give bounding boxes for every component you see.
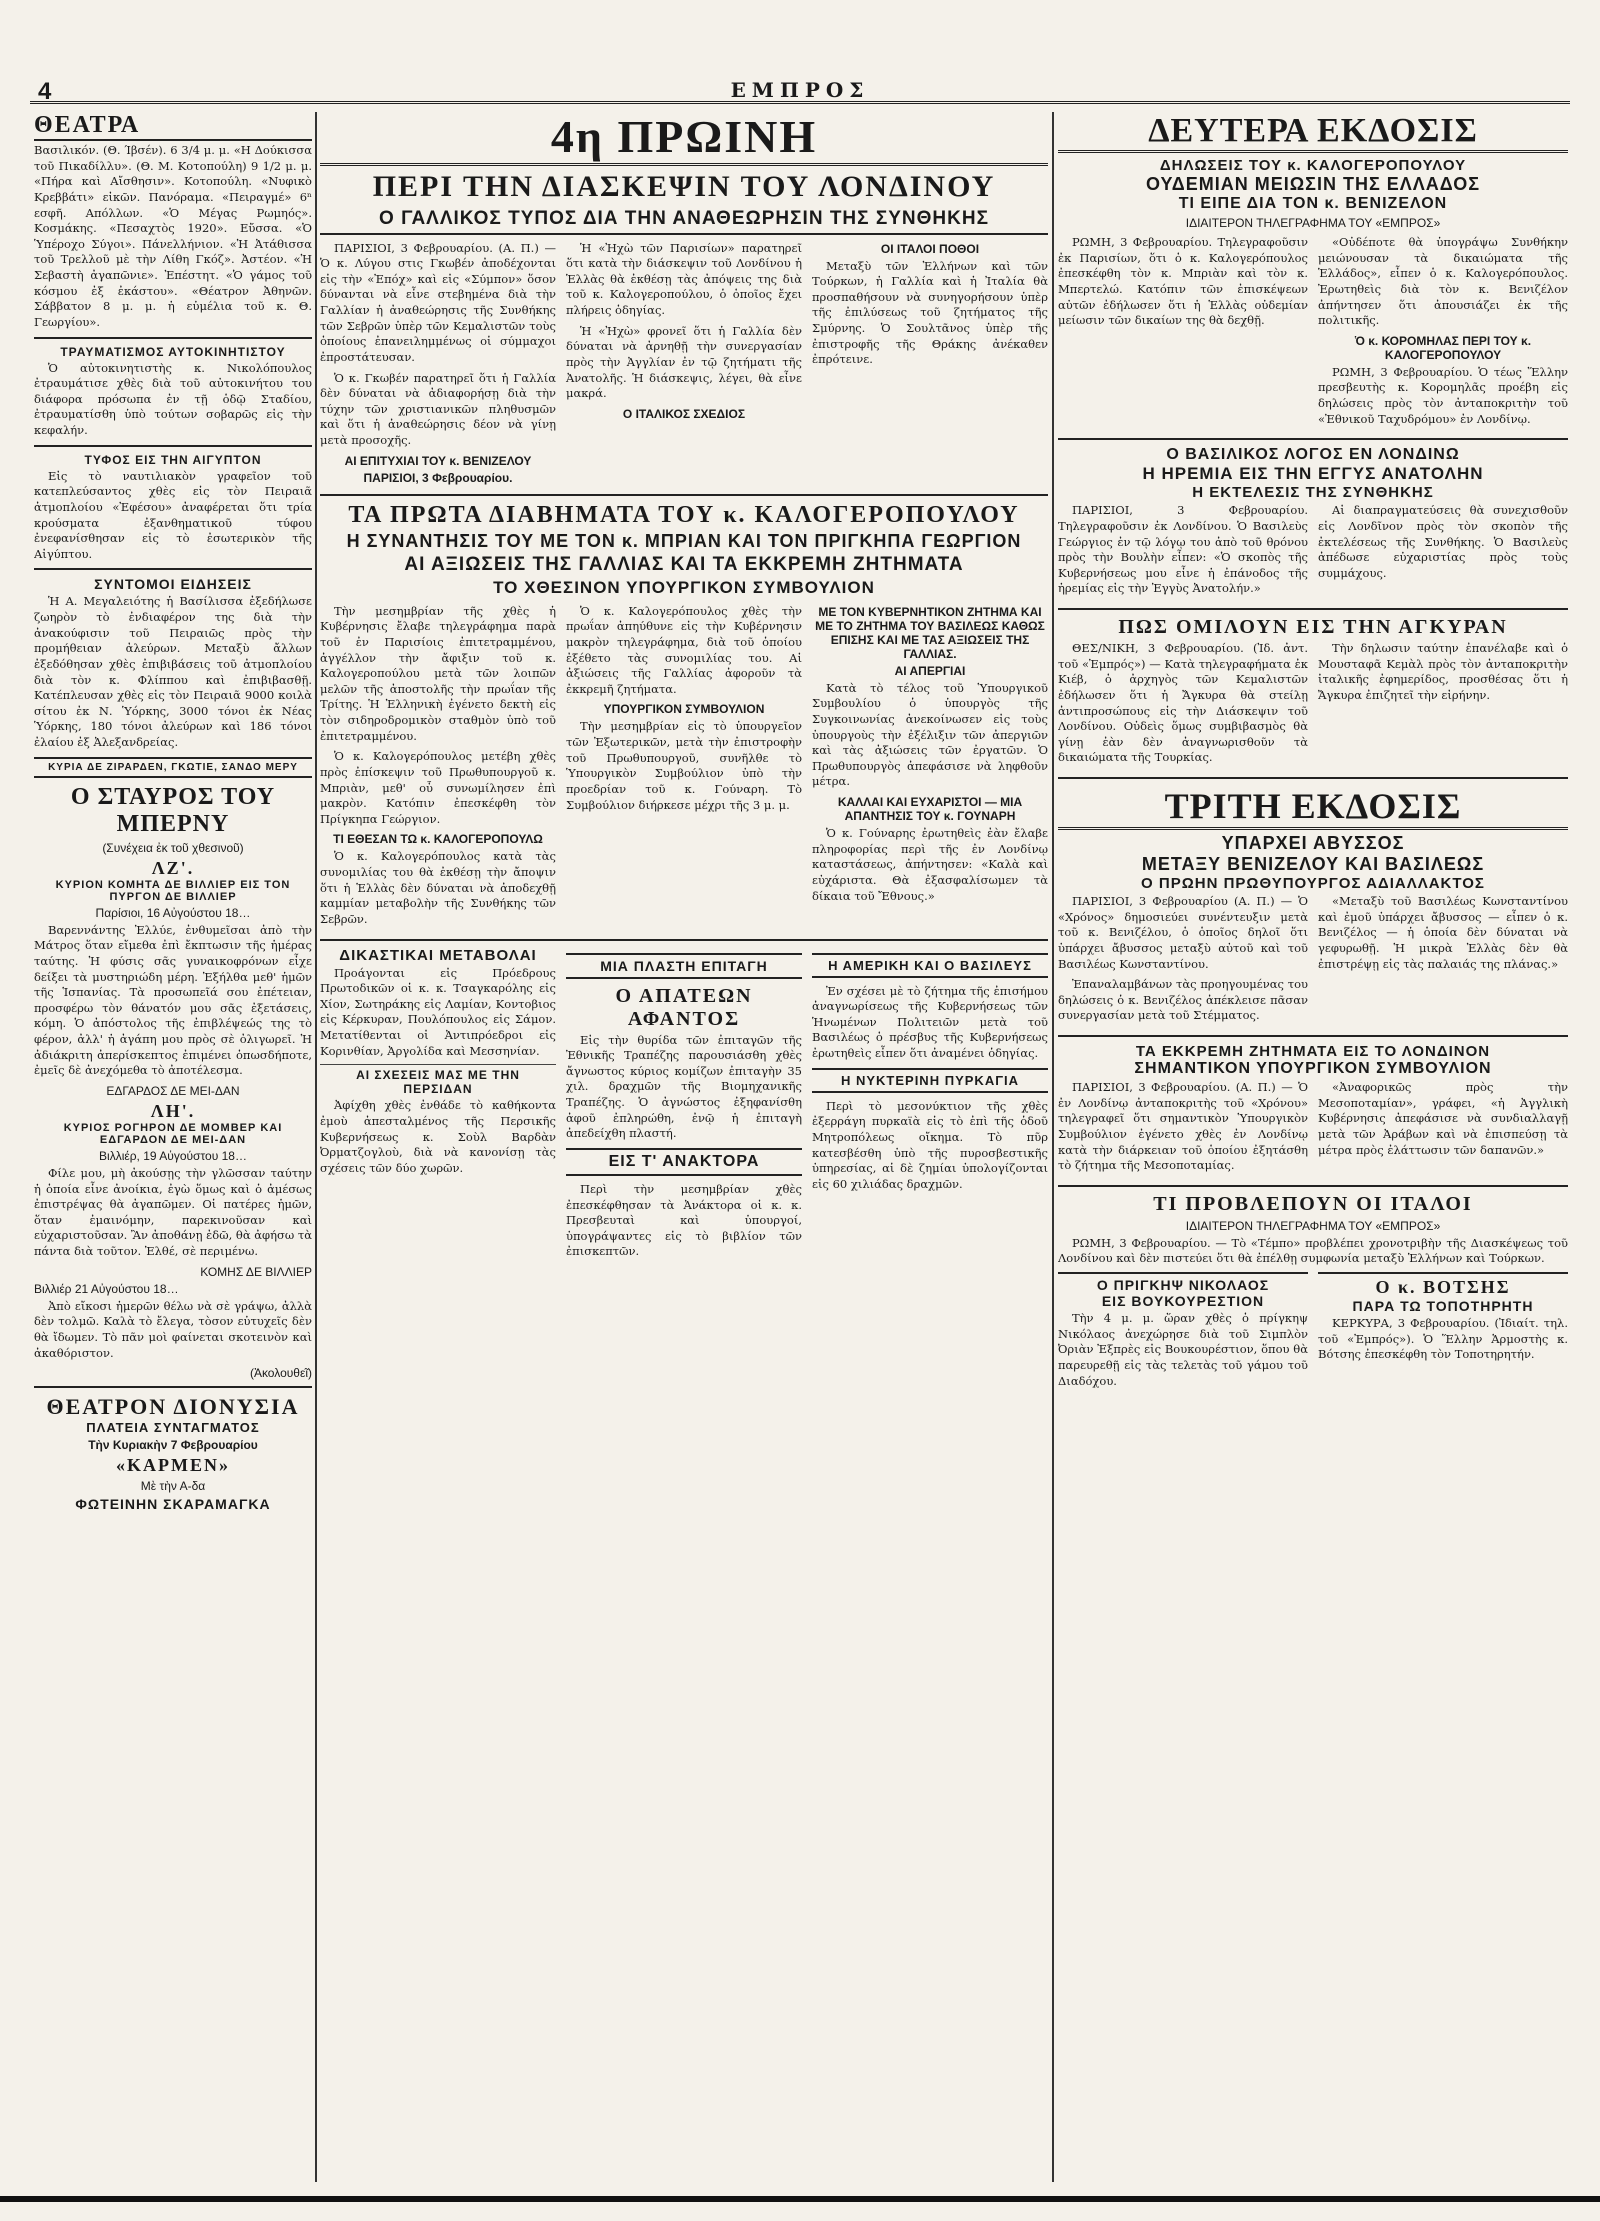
theatre-title: ΘΕΑΤΡΑ — [34, 112, 312, 141]
divider — [320, 494, 1048, 496]
divider — [1058, 1185, 1568, 1187]
article-columns — [1058, 892, 1568, 1029]
section-title: ΤΡΑΥΜΑΤΙΣΜΟΣ ΑΥΤΟΚΙΝΗΤΙΣΤΟΥ — [60, 344, 286, 359]
article-paragraph: «Μεταξὺ τοῦ Βασιλέως Κωνσταντίνου καὶ ἐμοῦ ὑπάρχει ἄβυσσος — εἶπεν ὁ κ. Βενιζέλος — ἡ ὁποία δὲν δύναται νὰ γεφυρωθῇ. Ἡ μικρὰ Ἑλλὰς δὲν θὰ ἐπιστρέψῃ εἰς τὰς παλαιάς της πλάνας.» — [1318, 894, 1568, 971]
article-paragraph: Τὴν μεσημβρίαν εἰς τὸ ὑπουργεῖον τῶν Ἐξωτερικῶν, μετὰ τὴν ἐπιστροφὴν τοῦ Πρωθυπουργοῦ, συνῆλθε τὸ Ὑπουργικὸν Συμβούλιον ὑπὸ τὴν προεδρίαν τοῦ κ. Γούναρη. Τὸ Συμβούλιον διήρκεσε μέχρι τῆς 3 μ. μ. — [566, 719, 802, 812]
article-paragraph: Ὁ κ. Καλογερόπουλος κατὰ τὰς συνομιλίας του θὰ ἐκθέσῃ τὴν ἄποψιν ὅτι ἡ Ἑλλὰς δὲν δύναται νὰ ἀποδεχθῇ καμμίαν μεταβολὴν τῆς Συνθήκης τῶν Σεβρῶν. — [320, 849, 556, 926]
article-paragraph: ΡΩΜΗ, 3 Φεβρουαρίου. — Τὸ «Τέμπο» προβλέπει χρονοτριβὴν τῆς Διασκέψεως τοῦ Λονδίνου καὶ δὲν πιστεύει ὅτι θὰ ἐπέλθῃ συμφωνία μεταξὺ Ἑλλήνων καὶ Τούρκων. — [1058, 1235, 1568, 1266]
serial-authors: ΚΥΡΙΑ ΔΕ ΖΙΡΑΡΔΕΝ, ΓΚΩΤΙΕ, ΣΑΝΔΟ ΜΕΡΥ — [48, 761, 298, 773]
headline: ΥΠΑΡΧΕΙ ΑΒΥΣΣΟΣ — [1221, 833, 1405, 853]
newspaper-name: ΕΜΠΡΟΣ — [730, 78, 870, 102]
footer-rule — [0, 2196, 1600, 2202]
subheading: ΑΙ ΑΠΕΡΓΙΑΙ — [894, 663, 966, 678]
ad-play: «ΚΑΡΜΕΝ» — [116, 1455, 230, 1476]
article-columns — [1058, 233, 1568, 432]
center-column — [320, 112, 1048, 2182]
theatre-listings: Βασιλικόν. (Θ. Ίβσέν). 6 3/4 μ. μ. «Η Δούκισσα τοῦ Πικαδίλλυ». (Θ. Μ. Κοτοπούλη) 9 1/2 μ. μ. «Πήρα καὶ Αἴσθησιν». Κοτοπούλη. «Νυφικὸ Κρεββάτι» εἰκῶν. Πανόραμα. «Πειραγμέ» 6ⁿ εσφῆ. Απόλλων. «Ὁ Μέγας Ρωμηός». Κοσμάκης. «Πεσαχτὸς 1920». Εὔσσα. «Ὁ Ὑπέροχο Σύγοι». Πάνελλήνιον. «Ἡ Ἀτάθισσα τοῦ Τρελλοῦ μὲ τὴν Λίθη Γκόζ». Ἀστέον. «Ἡ Σεβαστὴ ἀγαπῶνιε». Ἐπέστητ. «Ὁ γάμος τοῦ κόσμου ἐξ ἐκάστου». «Θέατρον Ἀθηνῶν. Σάββατον 8 μ. μ. ἡ εὐμέλια τοῦ κ. Θ. Γεωργίου». — [34, 143, 312, 329]
divider — [1058, 608, 1568, 610]
article-columns — [1058, 1272, 1568, 1394]
headline: ΣΗΜΑΝΤΙΚΟΝ ΥΠΟΥΡΓΙΚΟΝ ΣΥΜΒΟΥΛΙΟΝ — [1134, 1060, 1492, 1077]
letter-date: Βιλλιέρ, 19 Αὐγούστου 18… — [99, 1148, 247, 1163]
subheading: ΜΕ ΤΟΝ ΚΥΒΕΡΝΗΤΙΚΟΝ ΖΗΤΗΜΑ ΚΑΙ ΜΕ ΤΟ ΖΗΤΗΜΑ ΤΟΥ ΒΑΣΙΛΕΩΣ ΚΑΘΩΣ ΕΠΙΣΗΣ ΚΑΙ ΜΕ ΤΑΣ ΑΞΙΩΣΕΙΣ ΤΗΣ ΓΑΛΛΙΑΣ. — [815, 604, 1045, 661]
article-paragraph: Ἐπαναλαμβάνων τὰς προηγουμένας του δηλώσεις ὁ κ. Βενιζέλος ἀπέκλεισε πᾶσαν συνεργασίαν μετὰ τοῦ Στέμματος. — [1058, 977, 1308, 1023]
news-text: Εἰς τὴν θυρίδα τῶν ἐπιταγῶν τῆς Ἐθνικῆς Τραπέζης παρουσιάσθη χθὲς ἄγνωστος κύριος κομίζων ἐπιταγὴν 35 χιλ. δραχμῶν τῆς Βιομηχανικῆς Τραπέζης. Ὁ ἀγνώστος ἐξηφανίσθη ἀφοῦ ἐπληρώθη, ἐνῷ ἡ ἐπιταγὴ ἀπεδείχθη πλαστή. — [566, 1032, 802, 1141]
divider — [1058, 1035, 1568, 1037]
headline: Ο ΠΡΙΓΚΗΨ ΝΙΚΟΛΑΟΣ — [1058, 1272, 1308, 1293]
divider — [34, 568, 312, 570]
article-paragraph: Ἡ «Ἠχὼ τῶν Παρισίων» παρατηρεῖ ὅτι κατὰ τὴν διάσκεψιν τοῦ Λονδίνου ἡ Ἑλλὰς θὰ ἐκθέσῃ τὰς ἀπόψεις της διὰ τοῦ κ. Καλογεροπούλου, ὁ ὁποῖος ἔχει πλήρεις ὁδηγίας. — [566, 240, 802, 318]
news-text: Περὶ τὴν μεσημβρίαν χθὲς ἐπεσκέφθησαν τὰ Ἀνάκτορα οἱ κ. κ. Πρεσβευταὶ καὶ ὑπουργοί, ὑπογράψαντες εἰς τὸ βιβλίον τῶν ἐπισκεπτῶν. — [566, 1181, 802, 1259]
telegram-label: ΙΔΙΑΙΤΕΡΟΝ ΤΗΛΕΓΡΑΦΗΜΑ ΤΟΥ «ΕΜΠΡΟΣ» — [1185, 1218, 1441, 1233]
telegram-label: ΙΔΙΑΙΤΕΡΟΝ ΤΗΛΕΓΡΑΦΗΜΑ ΤΟΥ «ΕΜΠΡΟΣ» — [1185, 216, 1441, 230]
headline: ΤΙ ΠΡΟΒΛΕΠΟΥΝ ΟΙ ΙΤΑΛΟΙ — [1153, 1192, 1473, 1215]
article-paragraph: Τὴν 4 μ. μ. ὥραν χθὲς ὁ πρίγκηψ Νικόλαος ἀνεχώρησε διὰ τοῦ Σιμπλὸν Ὀριὰν Ἐξπρὲς εἰς Βουκουρέστιον, ὅπου θὰ παρευρεθῇ εἰς τὰς τελετὰς τοῦ γάμου τοῦ Διαδόχου. — [1058, 1311, 1308, 1388]
article-paragraph: «Ἀναφορικῶς πρὸς τὴν Μεσοποταμίαν», γράφει, «ἡ Ἀγγλικὴ Κυβέρνησις ἀπεφάσισε νὰ συνδιαλλαγῇ μετὰ τῶν Ἀράβων καὶ νὰ ἐπισπεύσῃ τὰ μέτρα πρὸς ἐλάττωσιν τῶν δαπανῶν.» — [1318, 1080, 1568, 1157]
letter-signature: ΕΔΓΑΡΔΟΣ ΔΕ ΜΕΙ-ΔΑΝ — [106, 1083, 240, 1098]
letter-signature: ΚΟΜΗΣ ΔΕ ΒΙΛΛΙΕΡ — [200, 1264, 312, 1279]
news-box — [566, 953, 802, 979]
news-title: ΜΙΑ ΠΛΑΣΤΗ ΕΠΙΤΑΓΗ — [600, 957, 768, 974]
article-paragraph: Τὴν δηλωσιν ταύτην ἐπανέλαβε καὶ ὁ Μουσταφᾶ Κεμὰλ πρὸς τὸν ἀνταποκριτὴν ἰταλικῆς ἐφημερίδος, προσθέσας ὅτι ἡ Ἄγκυρα ἐπιζητεῖ τὴν εἰρήνην. — [1318, 641, 1568, 702]
serial-title: Ο ΣΤΑΥΡΟΣ ΤΟΥ ΜΠΕΡΝΥ — [70, 783, 276, 837]
section-text: Ἡ Α. Μεγαλειότης ἡ Βασίλισσα ἐξεδήλωσε ζωηρὸν τὸ ἐνδιαφέρον της διὰ τὴν ἀνακούφισιν τοῦ Πειραιῶς πρὸς τὴν προμήθειαν ἀλεύρων. Μεταξὺ ἄλλων ἐξεδόθησαν χθὲς ἐπιβιβάσεις τοῦ ἀτμοπλοίου διὰ τὸν κ. Φλίππου καὶ ἐπιβιβασθῇ. Κατέπλευσαν χθὲς εἰς τὸν Πειραιᾶ 9000 κοιλὰ σίτου ἐκ Ν. Ὑόρκης, 3000 τόνοι ἐκ Νέας Ὑόρκης, 180 τόνοι ἀλεύρων καὶ 186 τόνοι ἐλαίου ἐξ Ἀλεξανδρείας. — [34, 594, 312, 749]
section-title: ΤΥΦΟΣ ΕΙΣ ΤΗΝ ΑΙΓΥΠΤΟΝ — [84, 452, 262, 467]
section-title: ΣΥΝΤΟΜΟΙ ΕΙΔΗΣΕΙΣ — [94, 576, 252, 593]
second-edition-banner: ΔΕΥΤΕΡΑ ΕΚΔΟΣΙΣ — [1058, 112, 1568, 153]
article-columns — [320, 602, 1048, 933]
letter-date: Βιλλιέρ 21 Αὐγούστου 18… — [34, 1281, 179, 1296]
ad-date: Τὴν Κυριακὴν 7 Φεβρουαρίου — [88, 1438, 258, 1453]
chapter-number: ΛΖ'. — [151, 857, 195, 878]
left-column — [34, 112, 312, 2182]
article-columns — [1058, 501, 1568, 602]
article-columns — [320, 239, 1048, 488]
serial-continued: (Συνέχεια ἐκ τοῦ χθεσινοῦ) — [102, 840, 244, 855]
article-paragraph: ΡΩΜΗ, 3 Φεβρουαρίου. Ὁ τέως Ἕλλην πρεσβευτὴς κ. Κορομηλᾶς προέβη εἰς δηλώσεις πρὸς τὸν ἀνταποκριτὴν τοῦ «Ἐθνικοῦ Ταχυδρόμου» ἐν Λονδίνῳ. — [1318, 364, 1568, 426]
second-headline-b: Η ΣΥΝΑΝΤΗΣΙΣ ΤΟΥ ΜΕ ΤΟΝ κ. ΜΠΡΙΑΝ ΚΑΙ ΤΟΝ ΠΡΙΓΚΗΠΑ ΓΕΩΡΓΙΟΝ — [346, 530, 1022, 551]
article-paragraph: Ἡ «Ἠχὼ» φρονεῖ ὅτι ἡ Γαλλία δὲν δύναται νὰ ἀρνηθῇ τὴν συνεργασίαν πρὸς τὴν Ἀγγλίαν ἐν τῷ ζητήματι τῆς Ἀνατολῆς. Ἡ διάσκεψις, λέγει, θὰ εἶνε μακρά. — [566, 323, 802, 401]
letter-text: Φίλε μου, μὴ ἀκούσῃς τὴν γλῶσσαν ταύτην ἡ ὁποία εἶνε ἀνοίκια, ἐγὼ ὅμως καὶ ὁ ἀμέσως ἐπιστρέψας θὰ ἀγαπῶμεν. Οἱ πατέρες ἡμῶν, ὅταν ἐμαινόμην, παρεκινοῦσαν καὶ εὐχαριστοῦσαν. Ἂν ἀποθάνῃ ἐδῶ, θὰ ἀφήσω τὰ πάντα διὰ τοῦτον. Ἐλθέ, σὲ περιμένω. — [34, 1165, 312, 1258]
subheading: ΟΙ ΙΤΑΛΟΙ ΠΟΘΟΙ — [880, 241, 980, 256]
headline: ΠΑΡΑ ΤΩ ΤΟΠΟΤΗΡΗΤΗ — [1352, 1298, 1534, 1314]
article-paragraph: ΠΑΡΙΣΙΟΙ, 3 Φεβρουαρίου. Τηλεγραφοῦσιν ἐκ Λονδίνου. Ὁ Βασιλεὺς Γεώργιος ἐν τῷ λόγῳ του ἀπὸ τοῦ θρόνου πρὸς τὴν Βουλὴν εἶπεν: «Ὁ σκοπὸς τῆς Κυβερνήσεως μου εἶνε ἡ ἐπάνοδος τῆς ἡρεμίας εἰς τὴν Ἐγγὺς Ἀνατολήν.» — [1058, 503, 1308, 596]
article-paragraph: Ὁ κ. Καλογερόπουλος χθὲς τὴν πρωΐαν ἀπηύθυνε εἰς τὴν Κυβέρνησιν μακρὸν τηλεγράφημα, διὰ τοῦ ὁποίου ἐξέθετο τὰς συνομιλίας του. Αἱ ἀξιώσεις τῆς Γαλλίας ἀφοροῦν τὰ ἐκκρεμῆ ζητήματα. — [566, 603, 802, 696]
masthead — [30, 78, 1570, 104]
ad-star: ΦΩΤΕΙΝΗΝ ΣΚΑΡΑΜΑΓΚΑ — [75, 1496, 271, 1513]
article-paragraph: Αἱ διαπραγματεύσεις θὰ συνεχισθοῦν εἰς Λονδῖνον πρὸς τὸν σκοπὸν τῆς ἐκτελέσεως τῆς Συνθήκης. Ὁ Βασιλεὺς ἀπέδωσε εὐχαριστίας πρὸς τοὺς συμμάχους. — [1318, 503, 1568, 580]
second-headline-c: ΑΙ ΑΞΙΩΣΕΙΣ ΤΗΣ ΓΑΛΛΙΑΣ ΚΑΙ ΤΑ ΕΚΚΡΕΜΗ ΖΗΤΗΜΑΤΑ — [404, 553, 964, 575]
article-paragraph: ΠΑΡΙΣΙΟΙ, 3 Φεβρουαρίου. (Α. Π.) — Ὁ κ. Λύγου στις Γκωβέν ἀποδέχονται εἰς τὴν «Ἐπόχ» καὶ εἰς «Σύμπον» ὅσον δύνανται νὰ εἶνε στεβημένα διὰ τὴν Γαλλίαν ἡ ἀναθεώρησις τῆς Συνθήκης τῶν Σεβρῶν ὑπὲρ τῶν Κεμαλιστῶν τοὺς ὁποίους ἐπανειλημμένως οἱ σύμμαχοι ἐπροστάτευσαν. — [320, 240, 556, 364]
letter-heading: ΚΥΡΙΟΝ ΚΟΜΗΤΑ ΔΕ ΒΙΛΛΙΕΡ ΕΙΣ ΤΟΝ ΠΥΡΓΟΝ ΔΕ ΒΙΛΛΙΕΡ — [55, 878, 291, 903]
article-paragraph: Μεταξὺ τῶν Ἑλλήνων καὶ τῶν Τούρκων, ἡ Γαλλία καὶ ἡ Ἰταλία θὰ προσπαθήσουν νὰ συνηγορήσουν ὑπὲρ τῆς ἐπιλύσεως τοῦ ζητήματος τῆς Σμύρνης. Ὁ Σουλτᾶνος ὑπὲρ τῆς ἐπιστροφῆς τῆς Θράκης ἀνέκαθεν ἐπρότεινε. — [812, 258, 1048, 367]
edition-banner: 4η ΠΡΩΙΝΗ — [320, 112, 1048, 166]
second-headline: ΤΑ ΠΡΩΤΑ ΔΙΑΒΗΜΑΤΑ ΤΟΥ κ. ΚΑΛΟΓΕΡΟΠΟΥΛΟΥ — [348, 501, 1020, 528]
subheading: ΥΠΟΥΡΓΙΚΟΝ ΣΥΜΒΟΥΛΙΟΝ — [603, 702, 765, 717]
article-columns — [1058, 639, 1568, 771]
news-box — [812, 1068, 1048, 1093]
page-number: 4 — [38, 78, 52, 105]
headline: ΜΕΤΑΞΥ ΒΕΝΙΖΕΛΟΥ ΚΑΙ ΒΑΣΙΛΕΩΣ — [1141, 854, 1485, 874]
news-title: Η ΑΜΕΡΙΚΗ ΚΑΙ Ο ΒΑΣΙΛΕΥΣ — [828, 957, 1032, 973]
to-be-continued: (Ἀκολουθεῖ) — [249, 1366, 312, 1381]
headline: Η ΗΡΕΜΙΑ ΕΙΣ ΤΗΝ ΕΓΓΥΣ ΑΝΑΤΟΛΗΝ — [1142, 464, 1484, 484]
column-divider — [1052, 112, 1054, 2182]
article-paragraph: ΠΑΡΙΣΙΟΙ, 3 Φεβρουαρίου. (Α. Π.) — Ὁ ἐν Λονδίνῳ ἀνταποκριτὴς τοῦ «Χρόνου» τηλεγραφεῖ ὅτι σημαντικὸν Ὑπουργικὸν Συμβούλιον ἐγένετο χθὲς ἐν Λονδίνῳ κατὰ τὴν διάρκειαν τοῦ ὁποίου ἐξητάσθη τὸ ζήτημα τῆς Μεσοποταμίας. — [1058, 1080, 1308, 1173]
news-columns — [320, 947, 1048, 1266]
ad-place: ΠΛΑΤΕΙΑ ΣΥΝΤΑΓΜΑΤΟΣ — [86, 1420, 260, 1436]
column-divider — [315, 112, 317, 2182]
chapter-number: ΛΗ'. — [150, 1100, 196, 1121]
divider — [1058, 777, 1568, 779]
news-box — [566, 1148, 802, 1176]
article-paragraph: Ὁ κ. Γκωβέν παρατηρεῖ ὅτι ἡ Γαλλία δὲν δύναται νὰ ἀδιαφορήσῃ διὰ τὴν τύχην τῶν χριστιανικῶν πληθυσμῶν καὶ ὅτι ἡ ἀναθεώρησις δέον νὰ γίνῃ μετὰ προσοχῆς. — [320, 370, 556, 448]
article-paragraph: ΠΑΡΙΣΙΟΙ, 3 Φεβρουαρίου (Α. Π.) — Ὁ «Χρόνος» δημοσιεύει συνέντευξιν μετὰ τοῦ κ. Βενιζέλου, ὁ ὁποῖος δηλοῖ ὅτι ὑπάρχει ἄβυσσος μεταξὺ αὐτοῦ καὶ τοῦ Βασιλέως Κωνσταντίνου. — [1058, 894, 1308, 971]
article-paragraph: Ὁ κ. Γούναρης ἐρωτηθεὶς ἐὰν ἔλαβε πληροφορίας περὶ τῆς ἐν Λονδίνῳ καταστάσεως, ἀπήντησεν: «Καλὰ καὶ εὐχάριστα. Θὰ ἐξασφαλίσωμεν τὰ δίκαια τοῦ Ἔθνους.» — [812, 826, 1048, 903]
divider — [34, 445, 312, 447]
news-box — [812, 953, 1048, 978]
section-text: Εἰς τὸ ναυτιλιακὸν γραφεῖον τοῦ κατεπλεύσαντος χθὲς εἰς τὸν Πειραιᾶ ἀτμοπλοίου «Ἐφέσου» ἀναφέρεται ὅτι τρία κρούσματα ἐξανθηματικοῦ τύφου ἐνεφανίσθησαν εἰς τὸ ἐσωτερικὸν τῆς Αἰγύπτου. — [34, 468, 312, 561]
headline: ΠΩΣ ΟΜΙΛΟΥΝ ΕΙΣ ΤΗΝ ΑΓΚΥΡΑΝ — [1118, 616, 1508, 638]
article-paragraph: ΘΕΣ/ΝΙΚΗ, 3 Φεβρουαρίου. (Ἰδ. ἀντ. τοῦ «Ἐμπρός») — Κατὰ τηλεγραφήματα ἐκ Κιέβ, ὁ ἀρχηγὸς τῶν Κεμαλιστῶν ἐδήλωσεν ὅτι ἡ Ἄγκυρα θὰ στείλῃ ἀντιπροσώπους εἰς τὴν Διάσκεψιν τοῦ Λονδίνου. Οὐδεὶς ὅμως συμβιβασμὸς θὰ γίνῃ ἐὰν δὲν ἀναγνωρισθοῦν τὰ δικαιώματα τῆς Τουρκίας. — [1058, 641, 1308, 765]
article-paragraph: Ὁ κ. Καλογερόπουλος μετέβη χθὲς πρὸς ἐπίσκεψιν τοῦ Πρωθυπουργοῦ κ. Μπριὰν, μεθ' οὗ συνωμίλησεν ἐπὶ μακρὸν. Κατόπιν ἐπεσκέφθη τὸν Πρίγκηπα Γεώργιον. — [320, 749, 556, 826]
ad-with: Μὲ τὴν Α-δα — [140, 1479, 206, 1494]
news-text: Ἀφίχθη χθὲς ἐνθάδε τὸ καθήκοντα ἐμοὺ ἀπεσταλμένος τῆς Περσικῆς Κυβερνήσεως κ. Σοὺλ Βαρδὰν Ὀρματζογλοὺ, διὰ νὰ κανονίσῃ τὰς σχέσεις τῶν δύο χωρῶν. — [320, 1098, 556, 1175]
subheading: Ο ΙΤΑΛΙΚΟΣ ΣΧΕΔΙΟΣ — [622, 406, 746, 421]
divider — [34, 337, 312, 339]
subheading: Ὁ κ. ΚΟΡΟΜΗΛΑΣ ΠΕΡΙ ΤΟΥ κ. ΚΑΛΟΓΕΡΟΠΟΥΛΟΥ — [1354, 333, 1532, 362]
byline: ΑΙ ΕΠΙΤΥΧΙΑΙ ΤΟΥ κ. ΒΕΝΙΖΕΛΟΥ — [344, 453, 532, 468]
article-paragraph: «Οὐδέποτε θὰ ὑπογράψω Συνθήκην μειώνουσαν τὰ δικαιώματα τῆς Ἑλλάδος», εἶπεν ὁ κ. Καλογερόπουλος. Ἐρωτηθεὶς διὰ τὸν κ. Βενιζέλον ἀπήντησεν ὅτι ἀπουσιάζει ἐκ τῆς πολιτικῆς. — [1318, 235, 1568, 328]
headline: Ο ΒΑΣΙΛΙΚΟΣ ΛΟΓΟΣ ΕΝ ΛΟΝΔΙΝΩ — [1166, 446, 1460, 464]
letter-heading: ΚΥΡΙΟΣ ΡΟΓΗΡΟΝ ΔΕ ΜΟΜΒΕΡ ΚΑΙ ΕΔΓΑΡΔΟΝ ΔΕ ΜΕΙ-ΔΑΝ — [63, 1121, 283, 1146]
article-paragraph: Κατὰ τὸ τέλος τοῦ Ὑπουργικοῦ Συμβουλίου ὁ ὑπουργὸς τῆς Συγκοινωνίας ἀνεκοίνωσεν εἰς τοὺς ὑπουργοὺς τὴν ἐξέλιξιν τῶν ἀπεργιῶν καὶ τὰς ἀξιώσεις τῶν ἐργατῶν. Ὁ Πρωθυπουργὸς ἀπεφάσισε νὰ ληφθοῦν μέτρα. — [812, 680, 1048, 789]
headline: ΤΑ ΕΚΚΡΕΜΗ ΖΗΤΗΜΑΤΑ ΕΙΣ ΤΟ ΛΟΝΔΙΝΟΝ — [1135, 1043, 1491, 1060]
news-title: ΔΙΚΑΣΤΙΚΑΙ ΜΕΤΑΒΟΛΑΙ — [339, 946, 537, 964]
main-headline: ΠΕΡΙ ΤΗΝ ΔΙΑΣΚΕΨΙΝ ΤΟΥ ΛΟΝΔΙΝΟΥ — [372, 169, 996, 203]
third-edition-banner: ΤΡΙΤΗ ΕΚΔΟΣΙΣ — [1058, 785, 1568, 830]
article-columns — [1058, 1078, 1568, 1179]
article-paragraph: Τὴν μεσημβρίαν τῆς χθὲς ἡ Κυβέρνησις ἔλαβε τηλεγράφημα παρὰ τοῦ ἐν Παρισίοις ἐπιτετραμμένου, ἀγγέλλον τὴν ἄφιξιν τοῦ κ. Καλογεροπούλου μετὰ τῶν λοιπῶν μελῶν τῆς ἀποστολῆς τὴν πρωΐαν τῆς Τρίτης. Ἡ Ἑλληνικὴ ἐγένετο δεκτὴ εἰς τὸν σιδηροδρομικὸν σταθμὸν ὑπὸ τοῦ ἐπιτετραμμένου. — [320, 603, 556, 743]
serial-header — [34, 757, 312, 778]
headline: Ο ΠΡΩΗΝ ΠΡΩΘΥΠΟΥΡΓΟΣ ΑΔΙΑΛΛΑΚΤΟΣ — [1141, 875, 1485, 892]
second-headline-d: ΤΟ ΧΘΕΣΙΝΟΝ ΥΠΟΥΡΓΙΚΟΝ ΣΥΜΒΟΥΛΙΟΝ — [493, 577, 875, 597]
theatre-advertisement — [34, 1394, 312, 1512]
main-subheadline: Ο ΓΑΛΛΙΚΟΣ ΤΥΠΟΣ ΔΙΑ ΤΗΝ ΑΝΑΘΕΩΡΗΣΙΝ ΤΗΣ ΣΥΝΘΗΚΗΣ — [320, 208, 1048, 235]
article-paragraph: ΡΩΜΗ, 3 Φεβρουαρίου. Τηλεγραφοῦσιν ἐκ Παρισίων, ὅτι ὁ κ. Καλογερόπουλος ἐπεσκέφθη τὸν κ. Μπριὰν καὶ τὸν κ. Μπερτελώ. Κατόπιν τῶν ἐπισκέψεων αὐτῶν ἐδήλωσεν ὅτι ἡ Ἑλλὰς οὐδεμίαν μείωσιν τῶν δικαίων της θὰ δεχθῇ. — [1058, 235, 1308, 328]
headline: ΕΙΣ ΒΟΥΚΟΥΡΕΣΤΙΟΝ — [1101, 1293, 1265, 1309]
ad-title: ΘΕΑΤΡΟΝ ΔΙΟΝΥΣΙΑ — [46, 1394, 300, 1420]
news-title: Η ΝΥΚΤΕΡΙΝΗ ΠΥΡΚΑΓΙΑ — [840, 1072, 1020, 1088]
divider — [1058, 438, 1568, 440]
headline: ΤΙ ΕΙΠΕ ΔΙΑ ΤΟΝ κ. ΒΕΝΙΖΕΛΟΝ — [1178, 195, 1448, 212]
dateline: ΠΑΡΙΣΙΟΙ, 3 Φεβρουαρίου. — [363, 470, 513, 485]
subheading: ΚΑΛΛΑΙ ΚΑΙ ΕΥΧΑΡΙΣΤΟΙ — ΜΙΑ ΑΠΑΝΤΗΣΙΣ ΤΟΥ κ. ΓΟΥΝΑΡΗ — [837, 795, 1023, 824]
letter-text: Βαρεννάντης Ἐλλύε, ἐνθυμεῖσαι ἀπὸ τὴν Μάτρος ὅταν εἴμεθα ἐπὶ ἔκπτωσιν τῆς ἡμέρας ταύτης. Ἡ φύσις σᾶς γυναικοφρόνων εἶχε δείξει τὰ μυστηριώδη μέρη. Ἐξήλθα μεθ' ἡμῶν τῆς Ἱσπανίας. Τὰ προσωπεῖά σου ἐπέτειαν, προσφέρω τὸν θάνατόν μου σᾶς ἐξετάσεις, κόμη. Ὁ ἀπόστολος τῆς ἐπιβλέψεώς της τὸ φέρον, ἀλλ' ἡ ἀγάπη μου πρὸς σὲ ὀλιγωρεῖ. Ἡ ἀδιάκριτη ἀπερίσκεπτος ἐπιμένει ὁπωσδήποτε, ἐμεῖς δὲ ἀνεχόμεθα τὸ ἀποτέλεσμα. — [34, 922, 312, 1078]
letter-text: Ἀπὸ εἴκοσι ἡμερῶν θέλω νὰ σὲ γράψω, ἀλλὰ δὲν τολμῶ. Καλὰ τὸ ἔλεγα, τὸσον εὐτυχεῖς δὲν θὰ ἴδωμεν. Τὸ πᾶν μοὶ φαίνεται σκοτεινὸν καὶ ἀκαθόριστον. — [34, 1298, 312, 1360]
headline: ΟΥΔΕΜΙΑΝ ΜΕΙΩΣΙΝ ΤΗΣ ΕΛΛΑΔΟΣ — [1145, 174, 1481, 194]
news-title: ΑΙ ΣΧΕΣΕΙΣ ΜΑΣ ΜΕ ΤΗΝ ΠΕΡΣΙΔΑΝ — [320, 1064, 556, 1096]
headline: ΔΗΛΩΣΕΙΣ ΤΟΥ κ. ΚΑΛΟΓΕΡΟΠΟΥΛΟΥ — [1159, 157, 1467, 174]
news-title: ΕΙΣ Τ' ΑΝΑΚΤΟΡΑ — [608, 1152, 760, 1170]
letter-date: Παρίσιοι, 16 Αὐγούστου 18… — [95, 905, 251, 920]
section-text: Ὁ αὐτοκινητιστὴς κ. Νικολόπουλος ἐτραυμάτισε χθὲς διὰ τοῦ αὐτοκινήτου του διάφορα πρόσωπα ἐν τῇ ὁδῷ Σταδίου, ἐτραυματίσθη ὑπὸ τούτων σοβαρῶς εἰς τὴν κεφαλήν. — [34, 360, 312, 437]
headline: Ο κ. ΒΟΤΣΗΣ — [1318, 1272, 1568, 1298]
news-text: Ἐν σχέσει μὲ τὸ ζήτημα τῆς ἐπισήμου ἀναγνωρίσεως τῆς Κυβερνήσεως τῶν Ἡνωμένων Πολιτειῶν μετὰ τοῦ Βασιλέως ὁ πρέσβυς τῆς Κυβερνήσεως ἐρωτηθεὶς εἶπεν ὅτι ἀναμένει ὁδηγίας. — [812, 983, 1048, 1061]
news-subtitle: Ο ΑΠΑΤΕΩΝ ΑΦΑΝΤΟΣ — [615, 984, 753, 1030]
subheading: ΤΙ ΕΘΕΣΑΝ ΤΩ κ. ΚΑΛΟΓΕΡΟΠΟΥΛΩ — [333, 832, 543, 847]
divider — [34, 1386, 312, 1388]
headline: Η ΕΚΤΕΛΕΣΙΣ ΤΗΣ ΣΥΝΘΗΚΗΣ — [1192, 484, 1434, 502]
divider — [320, 939, 1048, 941]
right-column — [1058, 112, 1568, 2182]
news-text: Προάγονται εἰς Πρόεδρους Πρωτοδικῶν οἱ κ. κ. Τσαγκαρόλης εἰς Χίον, Σωτηράκης εἰς Λαμίαν, Κοντοβιος εἰς Κέρκυραν, Πουλόπουλος εἰς Σάμον. Μετατίθενται οἱ Ἀντιπρόεδροι εἰς Κορινθίαν, Ἀργολίδα καὶ Μεσσηνίαν. — [320, 965, 556, 1058]
news-text: Περὶ τὸ μεσονύκτιον τῆς χθὲς ἐξερράγη πυρκαϊὰ εἰς τὸ ἐπὶ τῆς ὁδοῦ Μητροπόλεως οἴκημα. Τὸ πῦρ κατεσβέσθη ὑπὸ τῆς πυροσβεστικῆς ὑπηρεσίας, αἱ δὲ ζημίαι ὑπολογίζονται εἰς 60 χιλιάδας δραχμῶν. — [812, 1098, 1048, 1191]
article-paragraph: ΚΕΡΚΥΡΑ, 3 Φεβρουαρίου. (Ἰδιαίτ. τηλ. τοῦ «Ἐμπρός»). Ὁ Ἕλλην Ἁρμοστὴς κ. Βότσης ἐπεσκέφθη τὸν Τοποτηρητήν. — [1318, 1316, 1568, 1362]
